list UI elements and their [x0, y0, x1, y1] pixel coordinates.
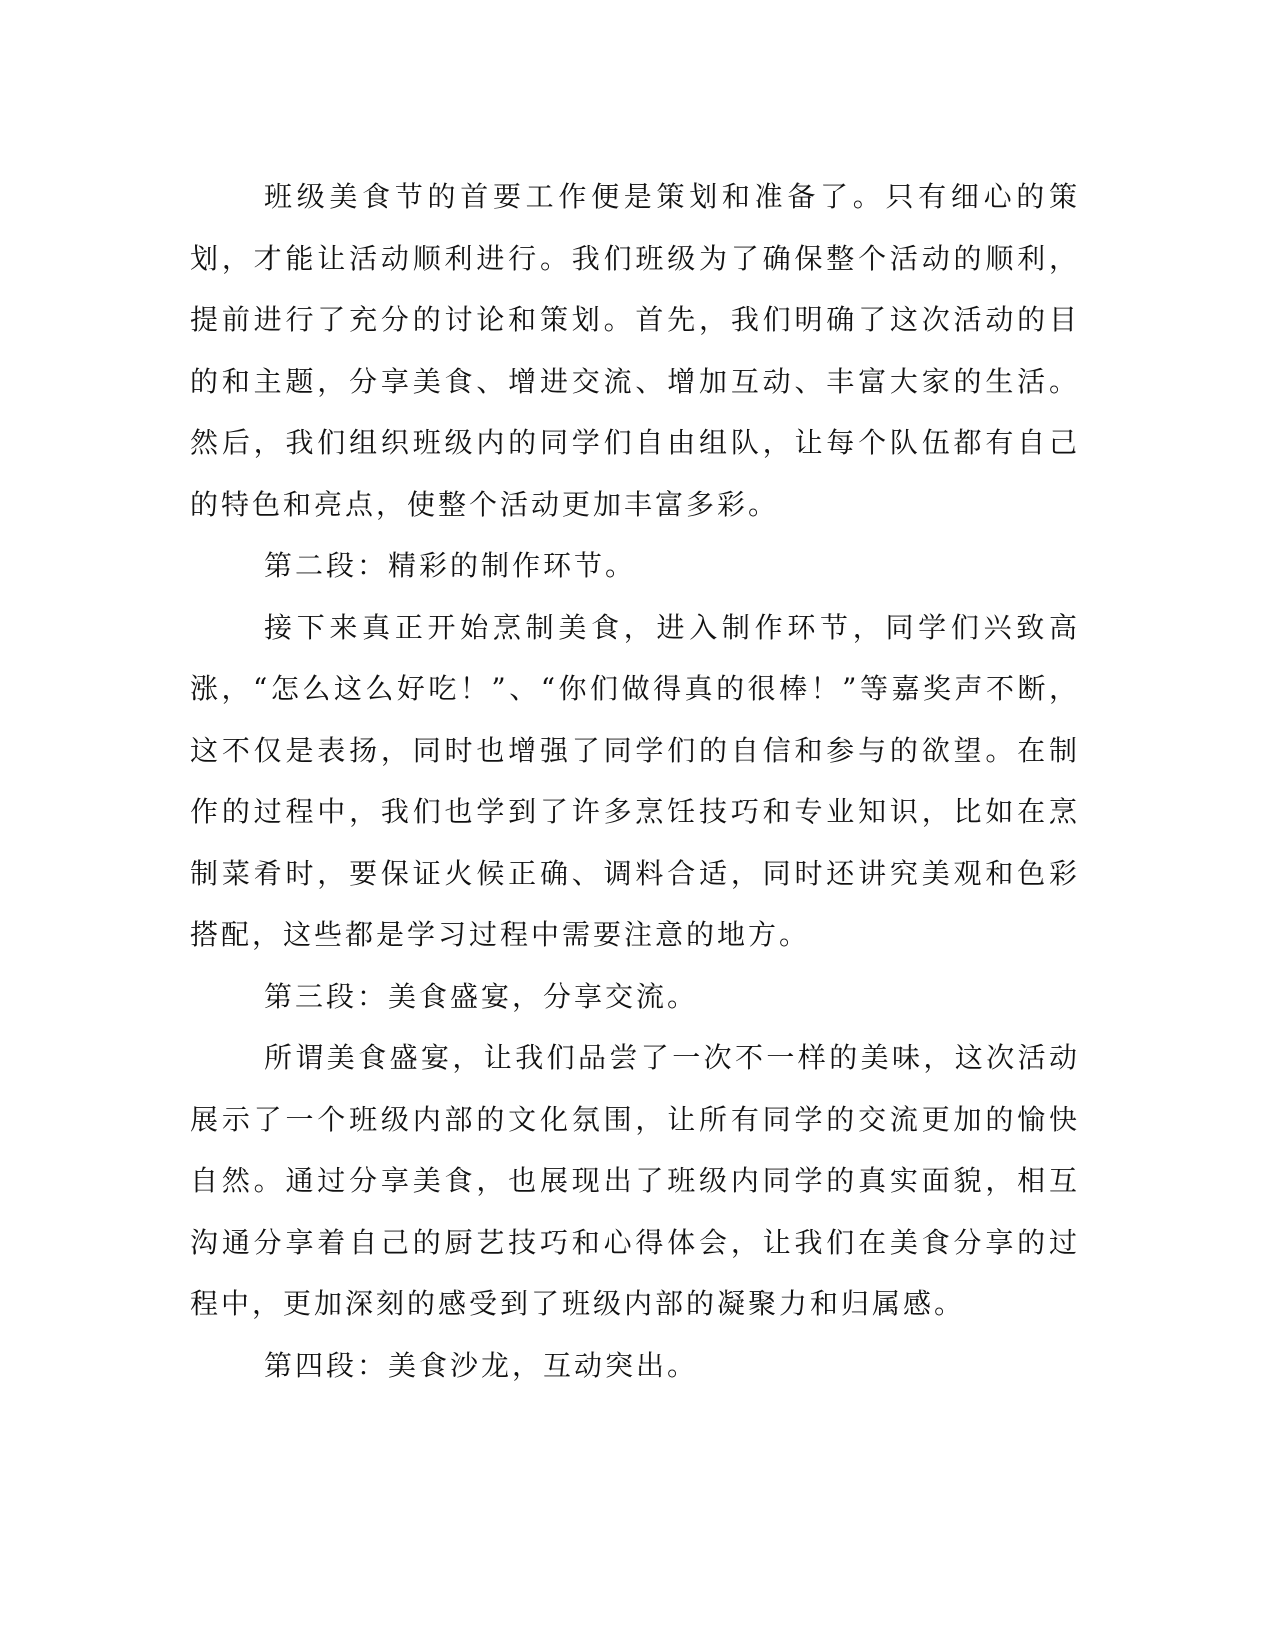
paragraph-preparation: 班级美食节的首要工作便是策划和准备了。只有细心的策划，才能让活动顺利进行。我们班级为了确保整个活动的顺利，提前进行了充分的讨论和策划。首先，我们明确了这次活动的目的和主题，分享美食、增进交流、增加互动、丰富大家的生活。然后，我们组织班级内的同学们自由组队，让每个队伍都有自己的特色和亮点，使整个活动更加丰富多彩。	[190, 180, 1080, 521]
document-body	[190, 166, 1080, 1396]
paragraph-feast: 所谓美食盛宴，让我们品尝了一次不一样的美味，这次活动展示了一个班级内部的文化氛围，让所有同学的交流更加的愉快自然。通过分享美食，也展现出了班级内同学的真实面貌，相互沟通分享着自己的厨艺技巧和心得体会，让我们在美食分享的过程中，更加深刻的感受到了班级内部的凝聚力和归属感。	[190, 1041, 1080, 1320]
section-heading-2: 第二段：精彩的制作环节。	[264, 549, 637, 582]
section-heading-4: 第四段：美食沙龙，互动突出。	[264, 1348, 699, 1382]
paragraph-cooking: 接下来真正开始烹制美食，进入制作环节，同学们兴致高涨，“怎么这么好吃！”、“你们做得真的很棒！”等嘉奖声不断，这不仅是表扬，同时也增强了同学们的自信和参与的欲望。在制作的过程中，我们也学到了许多烹饪技巧和专业知识，比如在烹制菜肴时，要保证火候正确、调料合适，同时还讲究美观和色彩搭配，这些都是学习过程中需要注意的地方。	[190, 610, 1080, 951]
section-heading-3: 第三段：美食盛宴，分享交流。	[264, 979, 699, 1013]
